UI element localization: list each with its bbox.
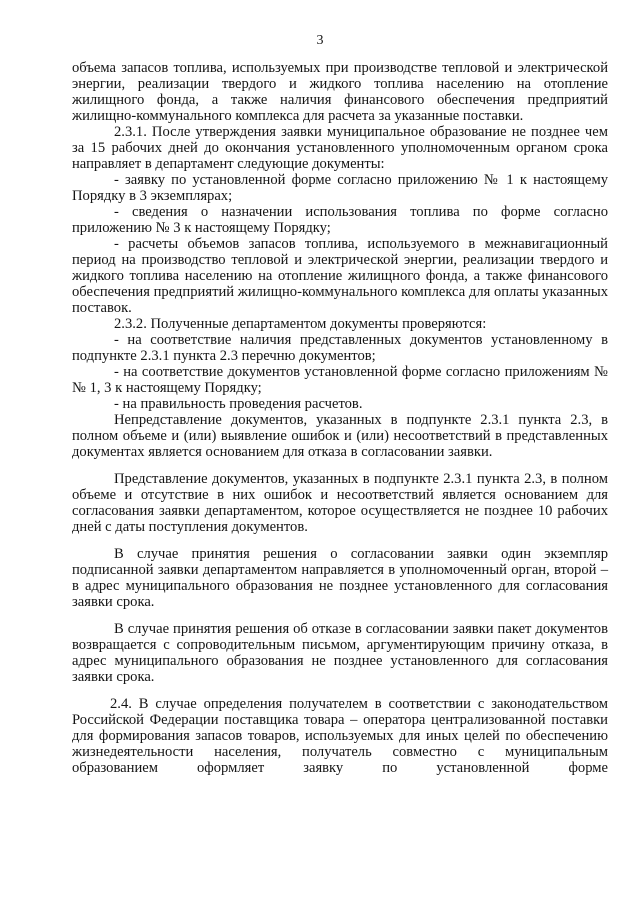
page-number: 3 <box>316 33 324 48</box>
paragraph-2-3-1: 2.3.1. После утверждения заявки муниципальное образование не позднее чем за 15 рабочих дней до окончания установленного уполномоченным органом срока направляет в департамент следующие документы: <box>72 124 608 172</box>
paragraph-refusal-decision: В случае принятия решения об отказе в согласовании заявки пакет документов возвращается с сопроводительным письмом, аргументирующим причину отказа, в адрес муниципального образования не позднее установленного для согласования заявки срока. <box>72 621 608 685</box>
paragraph-approval-grounds: Представление документов, указанных в подпункте 2.3.1 пункта 2.3, в полном объеме и отсутствие в них ошибок и несоответствий является основанием для согласования заявки департаментом, которое осуществляется не позднее 10 рабочих дней с даты поступления документов. <box>72 471 608 535</box>
paragraph-refusal-grounds: Непредставление документов, указанных в подпункте 2.3.1 пункта 2.3, в полном объеме и (или) выявление ошибок и (или) несоответствий в представленных документах является основанием для отказа в согласовании заявки. <box>72 412 608 460</box>
list-item-application-form: - заявку по установленной форме согласно приложению № 1 к настоящему Порядку в 3 экземплярах; <box>72 172 608 204</box>
paragraph-fuel-reserves-continuation: объема запасов топлива, используемых при производстве тепловой и электрической энергии, реализации твердого и жидкого топлива населению на отопление жилищного фонда, а также наличия финансового обеспечения предприятий жилищно-коммунального комплекса для расчета за указанные поставки. <box>72 60 608 124</box>
list-item-fuel-calculations: - расчеты объемов запасов топлива, используемого в межнавигационный период на производство тепловой и электрической энергии, реализации твердого и жидкого топлива населению на отопление жилищного фонда, а также финансового обеспечения предприятий жилищно-коммунального комплекса для оплаты указанных поставок. <box>72 236 608 316</box>
list-item-check-calculations: - на правильность проведения расчетов. <box>114 396 363 412</box>
list-item-check-completeness: - на соответствие наличия представленных документов установленному в подпункте 2.3.1 пункта 2.3 перечню документов; <box>72 332 608 364</box>
list-item-check-form: - на соответствие документов установленной форме согласно приложениям №№ 1, 3 к настоящему Порядку; <box>72 364 608 396</box>
paragraph-2-3-2: 2.3.2. Полученные департаментом документы проверяются: <box>114 316 487 332</box>
paragraph-2-4: 2.4. В случае определения получателем в соответствии с законодательством Российской Федерации поставщика товара – оператора централизованной поставки для формирования запасов товаров, используемых для иных целей по обеспечению жизнедеятельности населения, получатель совместно с муниципальным образованием оформляет заявку по установленной форме <box>72 696 608 776</box>
list-item-fuel-usage-info: - сведения о назначении использования топлива по форме согласно приложению № 3 к настоящему Порядку; <box>72 204 608 236</box>
paragraph-approval-decision: В случае принятия решения о согласовании заявки один экземпляр подписанной заявки департаментом направляется в уполномоченный орган, второй – в адрес муниципального образования не позднее установленного для согласования заявки срока. <box>72 546 608 610</box>
document-body <box>72 60 608 776</box>
